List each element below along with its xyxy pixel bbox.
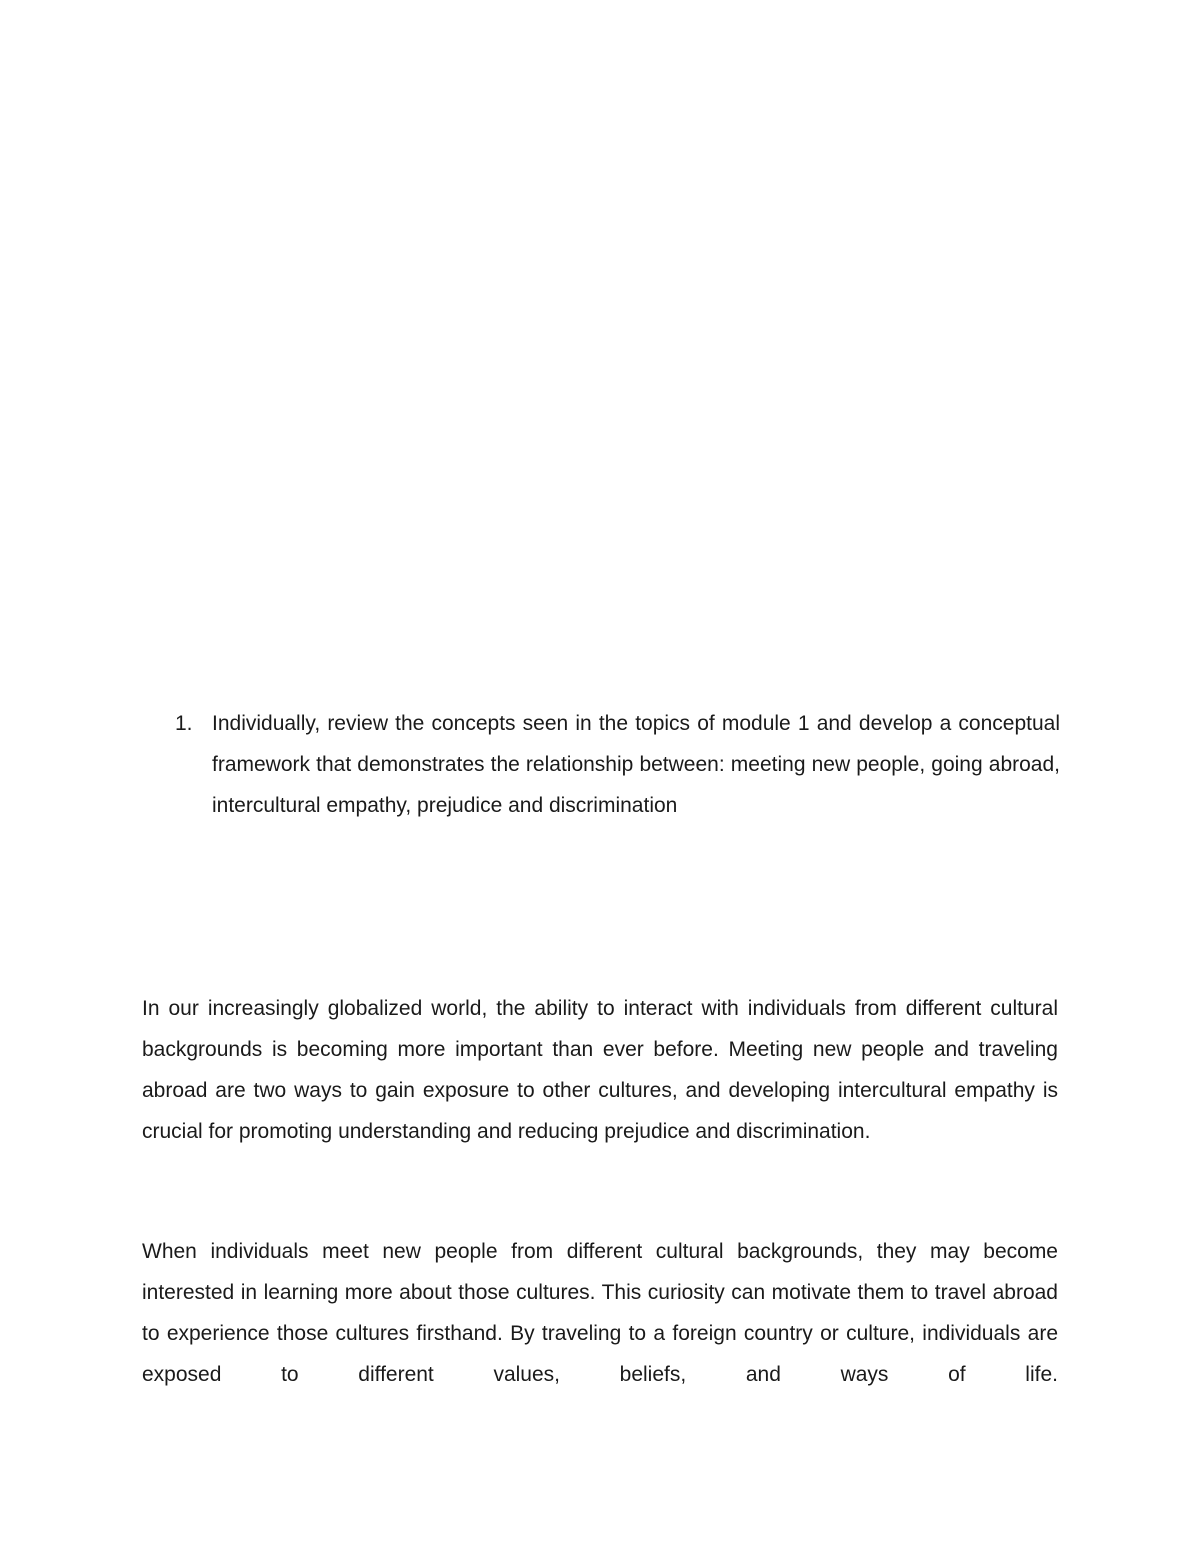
paragraph-meeting-people: When individuals meet new people from different cultural backgrounds, they may become interested in learning more about those cultures. This curiosity can motivate them to travel abroad to experience those cultures firsthand. By traveling to a foreign country or culture, individuals are exposed to different values, beliefs, and ways of life. xyxy=(142,1240,1058,1386)
question-number: 1. xyxy=(175,712,193,735)
question-list-item xyxy=(175,703,1060,826)
question-text: Individually, review the concepts seen in the topics of module 1 and develop a conceptual framework that demonstrates the relationship between: meeting new people, going abroad, intercultural empathy, prejudice and discrimination xyxy=(212,712,1060,817)
paragraph-intro: In our increasingly globalized world, the ability to interact with individuals from different cultural backgrounds is becoming more important than ever before. Meeting new people and traveling abroad are two ways to gain exposure to other cultures, and developing intercultural empathy is crucial for promoting understanding and reducing prejudice and discrimination. xyxy=(142,997,1058,1143)
